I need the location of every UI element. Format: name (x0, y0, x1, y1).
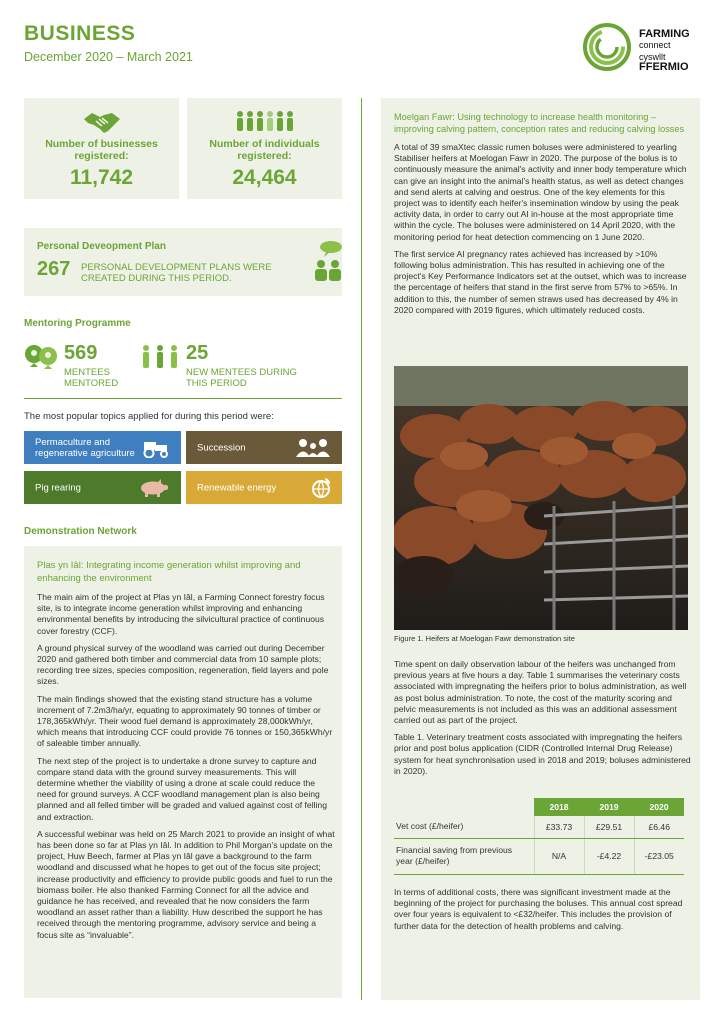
table-cell: £29.51 (584, 816, 634, 838)
new-mentees-count: 25 (186, 342, 209, 364)
heifers-photo-image (394, 366, 688, 630)
moelgan-body (394, 142, 692, 322)
table-header (394, 798, 534, 816)
topic-succession (186, 431, 342, 464)
topic-label: Succession (197, 442, 246, 453)
discussion-icon (312, 240, 344, 284)
table-cell: N/A (534, 838, 584, 874)
topics-intro: The most popular topics applied for during this period were: (24, 411, 274, 422)
paragraph: A successful webinar was held on 25 March 2021 to provide an insight of what has been done so far at Plas yn Iâl. In addition to Phil Morgan's update on the project, Huw Beech, farmer at Plas yn Iâl gave a background to the farm woodland and discussed what he hopes to get out of the focus site project; increase productivity and efficiency to provide public goods and fuel to run the biomass boiler. He also thanked Farming Connect for all the advice and guidance he has received, and revealed that he now considers the farm woodland an asset rather than a liability. Huw described the support he has received through the mentoring programme, advisory service and being a focus site as “invaluable”. (37, 828, 335, 940)
people-icon (294, 438, 332, 458)
individuals-value: 24,464 (232, 166, 297, 189)
logo-swirl-icon (582, 22, 632, 72)
heifers-photo (394, 366, 688, 630)
moelgan-card (381, 98, 700, 1000)
businesses-stat-card (24, 98, 179, 199)
moelgan-title: Moelgan Fawr: Using technology to increase health monitoring – improving calving pattern, conception rates and reducing calving losses (394, 112, 685, 134)
table-header: 2019 (584, 798, 634, 816)
paragraph: Time spent on daily observation labour of the heifers was unchanged from previous years at five hours a day. Table 1 summarises the veterinary costs associated with impregnating the heifers prior to bolus administration, as well as post bolus administration. To note, the cost of the maturity scoring and pelvic measurements is not included as this was an additional assessment carried out as part of the project. (394, 659, 687, 726)
pdp-text: PERSONAL DEVELOPMENT PLANS WERE CREATED DURING THIS PERIOD. (81, 262, 272, 284)
vet-cost-table (394, 798, 684, 875)
demo-heading: Demonstration Network (24, 526, 137, 537)
photo-caption: Figure 1. Heifers at Moelogan Fawr demonstration site (394, 634, 575, 643)
table-row (394, 838, 684, 874)
table-cell: Vet cost (£/heifer) (394, 816, 534, 838)
topic-label: Pig rearing (35, 482, 81, 493)
table-header: 2020 (634, 798, 684, 816)
pdp-count: 267 (37, 258, 71, 280)
individuals-label: Number of individuals registered: (209, 138, 320, 162)
topic-permaculture (24, 431, 181, 464)
table-cell: -£4.22 (584, 838, 634, 874)
table-header: 2018 (534, 798, 584, 816)
table-cell: Financial saving from previous year (£/heifer) (394, 838, 534, 874)
paragraph: Table 1. Veterinary treatment costs associated with impregnating the heifers prior and post bolus application (CIDR (Controlled Internal Drug Release) system for heat synchronisation used in 2018 and 2019; boluses administered in 2020). (394, 732, 691, 776)
tractor-icon (141, 438, 171, 458)
table-row (394, 816, 684, 838)
topic-label: Renewable energy (197, 482, 277, 493)
column-divider (361, 98, 362, 1000)
plas-yn-ial-title: Plas yn Iâl: Integrating income generation whilst improving and enhancing the environment (37, 560, 301, 584)
mentees-count: 569 (64, 342, 98, 364)
pdp-title: Personal Deveopment Plan (37, 241, 166, 252)
plas-yn-ial-card (24, 546, 342, 998)
farming-connect-logo (582, 22, 712, 74)
paragraph: The main aim of the project at Plas yn Iâl, a Farming Connect forestry focus site, is to integrate income generation whilst improving and enhancing environmental benefits by introducing the silvicultural practice of continuous cover forestry (CCF). (37, 592, 325, 636)
new-mentees-label: NEW MENTEES DURING THIS PERIOD (186, 367, 297, 389)
plas-yn-ial-body (37, 592, 335, 947)
logo-text: FFERMIO (639, 61, 689, 73)
pig-icon (137, 479, 171, 497)
logo-text: FARMING (639, 28, 690, 40)
people-group-icon (235, 110, 295, 132)
new-mentees-people-icon (141, 344, 179, 370)
paragraph: The main findings showed that the existing stand structure has a volume increment of 7.2m3/ha/yr, equating to approximately 90 tonnes of timber or 178,365kWh/yr. Their wood fuel demand is approximately 28,000kWh/yr, which means that introducing CCF could provide 76 tonnes or 150,365kWh/yr of saleable timber annually. (37, 693, 333, 749)
logo-text: connect (639, 40, 671, 50)
topic-renewable-energy (186, 471, 342, 504)
paragraph: The first service AI pregnancy rates achieved has increased by >10% following bolus administration. This has resulted in achieving one of the project's Key Performance Indicators set at the outset, which was to increase the percentage of heifers that stand in the first serve from 57% to >65%. In addition to this, the number of semen straws used has decreased by 4% in 2020 compared with 2019 figures, which ultimately reduced costs. (394, 248, 687, 315)
paragraph: The next step of the project is to undertake a drone survey to capture and compare stand data with the ground survey measurements. This will determine whether the viability of using a drone at scale could reduce the need for ground surveys. A CCF woodland management plan is also being planned and all felled timber will be graded and valued against cost of felling and extraction. (37, 755, 327, 822)
businesses-label: Number of businesses registered: (45, 138, 158, 162)
mentoring-heading: Mentoring Programme (24, 318, 131, 329)
businesses-value: 11,742 (69, 166, 134, 189)
topic-pig-rearing (24, 471, 181, 504)
table-cell: £6.46 (634, 816, 684, 838)
divider (24, 398, 342, 399)
globe-icon (310, 477, 332, 499)
moelgan-body-2 (394, 659, 692, 783)
logo-text: cyswllt (639, 52, 666, 62)
paragraph: A ground physical survey of the woodland was carried out during December 2020 and gathered both timber and commercial data from 10 sample plots; recording tree sizes, species composition, regeneration, field layers and pole sizes. (37, 642, 329, 687)
handshake-icon (82, 109, 122, 135)
page-subtitle: December 2020 – March 2021 (24, 50, 193, 64)
paragraph: A total of 39 smaXtec classic rumen boluses were administered to yearling Stabiliser heifers at Moelogan Fawr in 2020. The purpose of the bolus is to continuously measure the animal's activity and inner body temperature which can give an insight into the animal's health status, as well as detect changes and send alerts at calving and oestrus. One of the key elements for this project was to identify each heifer's insemination window by using the peak activity data, in order to carry out AI in-house at the most appropriate time within the cycle. The boluses were administered on 14 April 2020, with the monitoring period for heat detection commencing on 1 June 2020. (394, 142, 687, 242)
topic-label: Permaculture and regenerative agriculture (35, 436, 135, 459)
table-cell: £33.73 (534, 816, 584, 838)
mentoring-heads-icon (24, 341, 58, 371)
moelgan-closing: In terms of additional costs, there was significant investment made at the beginning of the project for purchasing the boluses. This annual cost spread over four years is equivalent to <£32/heifer. This includes the provision of further data for the detection of health problems and calving. (394, 887, 683, 931)
pdp-card (24, 228, 342, 296)
individuals-stat-card (187, 98, 342, 199)
table-cell: -£23.05 (634, 838, 684, 874)
page-title: BUSINESS (24, 22, 136, 45)
mentees-label: MENTEES MENTORED (64, 367, 119, 389)
